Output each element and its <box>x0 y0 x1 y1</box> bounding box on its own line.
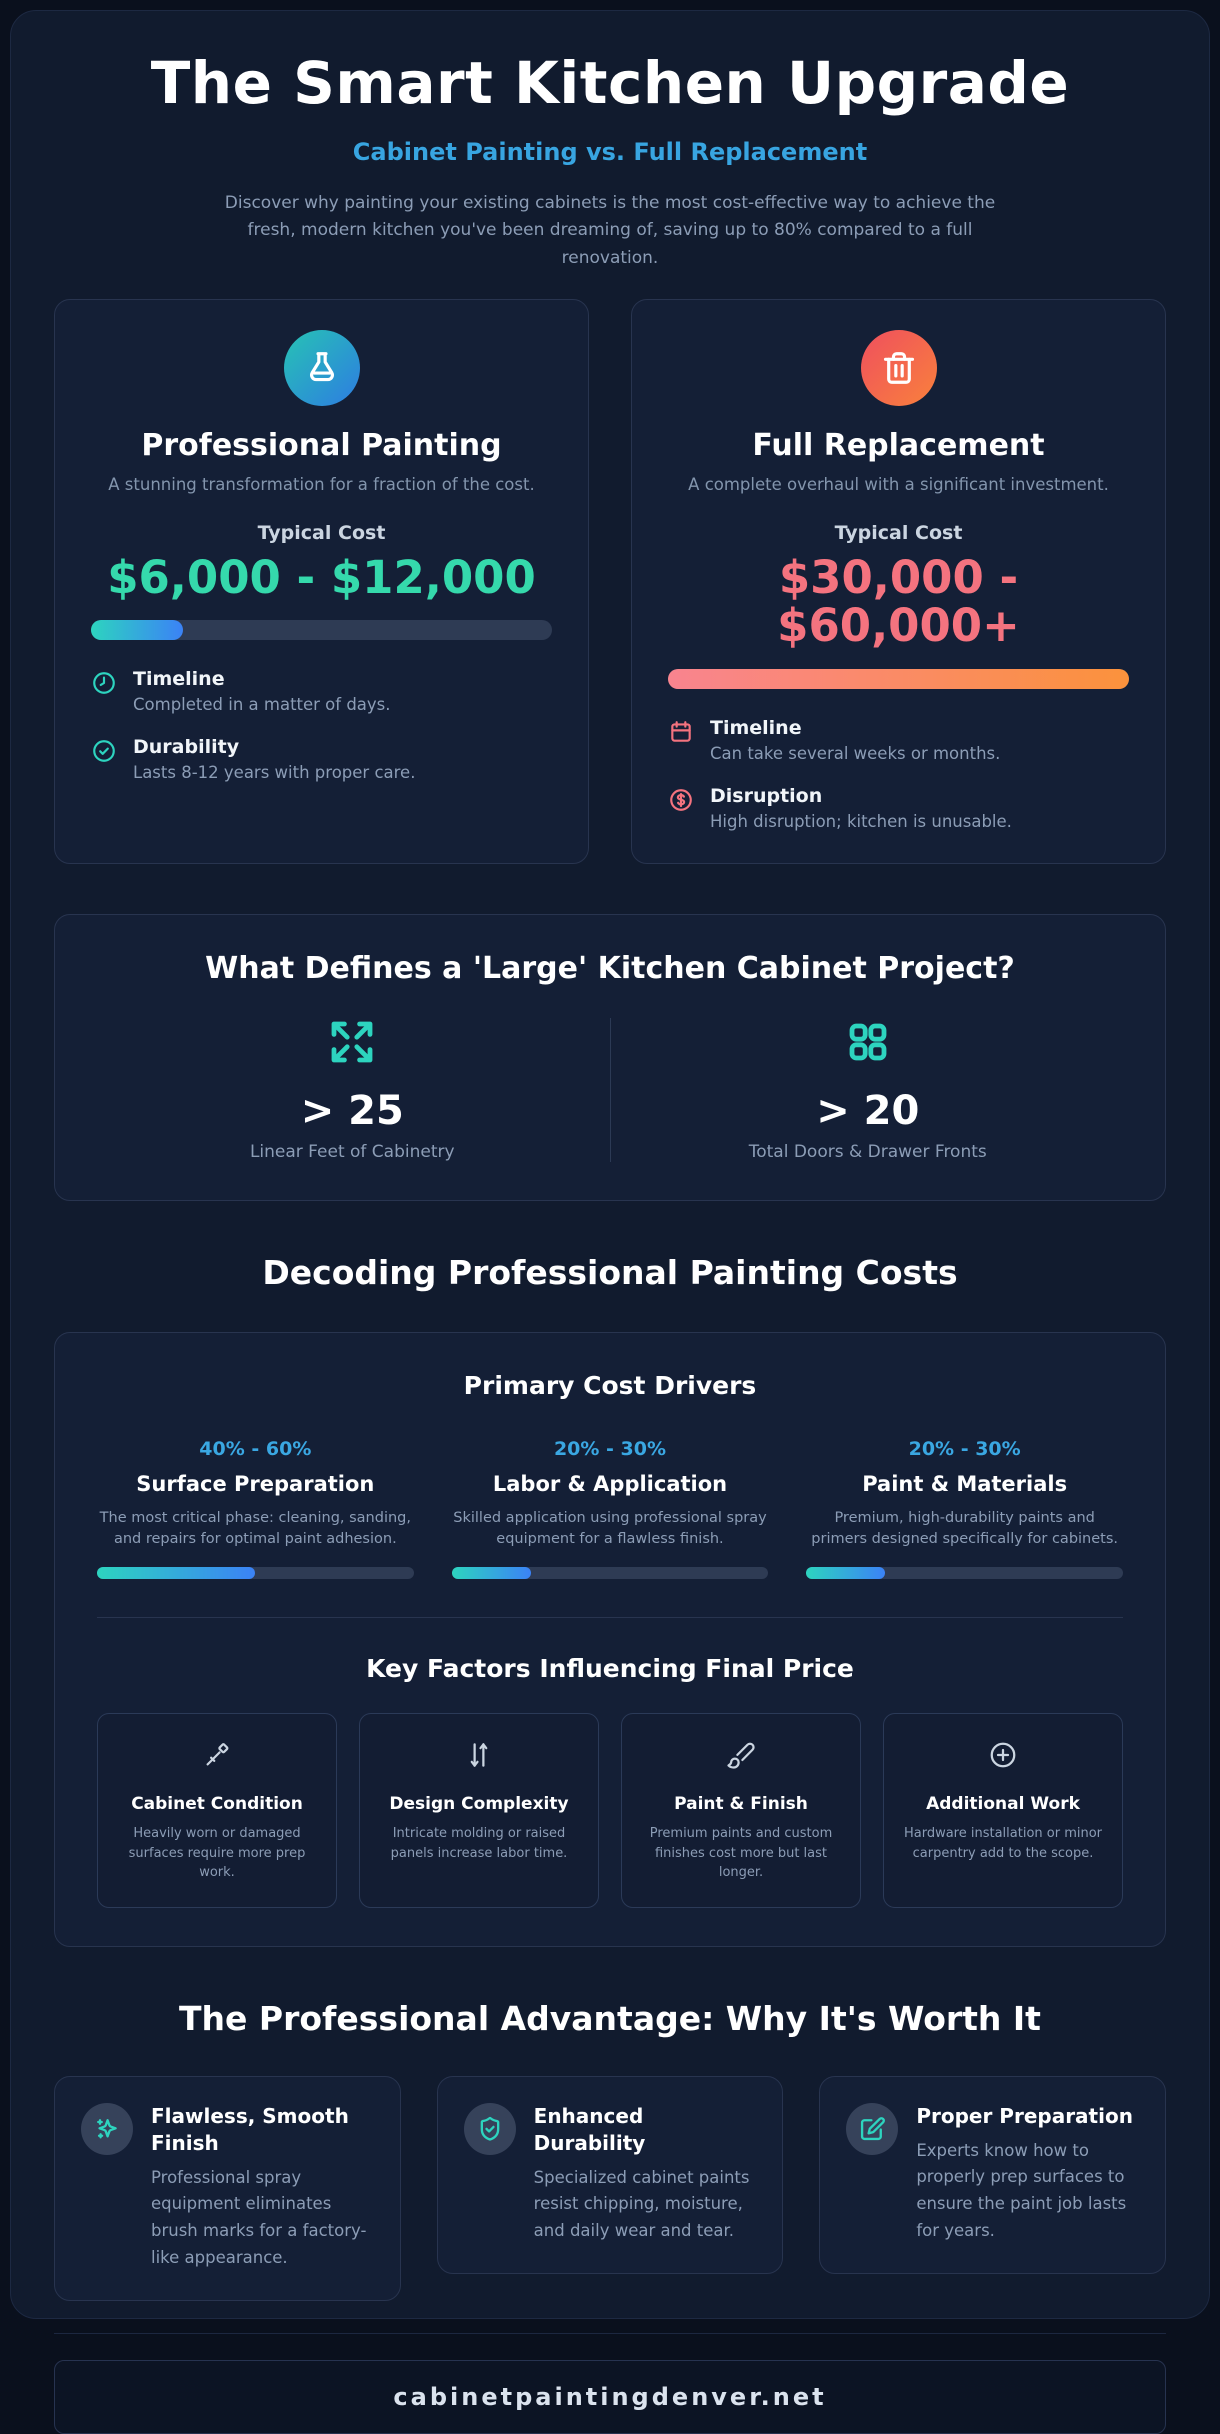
advantage-card-flawless-finish <box>54 2076 401 2301</box>
factor-cabinet-condition <box>97 1713 337 1908</box>
large-project-card <box>54 914 1166 1201</box>
advantage-title: Enhanced Durability <box>533 2103 646 2155</box>
driver-title: Surface Preparation <box>136 1471 375 1496</box>
painting-card-tagline: A stunning transformation for a fraction of the cost. <box>108 474 535 494</box>
feature-title: Disruption <box>710 784 823 807</box>
infographic-container <box>10 10 1210 2411</box>
edit-icon <box>846 2103 898 2155</box>
driver-title: Labor & Application <box>492 1471 728 1496</box>
stat-label: Linear Feet of Cabinetry <box>249 1141 455 1162</box>
replacement-cost-bar-fill <box>668 669 1129 689</box>
feature-timeline <box>91 668 552 714</box>
driver-paint-materials <box>806 1438 1123 1580</box>
page-description: Discover why painting your existing cabinets is the most cost-effective way to achieve the fresh, modern kitchen you've been dreaming of, saving up to 80% compared to a full renovation. <box>224 192 996 269</box>
stat-label: Total Doors & Drawer Fronts <box>748 1141 987 1162</box>
advantage-title: Flawless, Smooth Finish <box>151 2103 349 2155</box>
driver-bar-fill <box>97 1567 255 1579</box>
factor-title: Cabinet Condition <box>131 1794 303 1815</box>
factor-title: Additional Work <box>926 1794 1080 1815</box>
flask-icon <box>284 330 360 406</box>
replacement-cost-label: Typical Cost <box>834 521 963 544</box>
sparkles-icon <box>81 2103 133 2155</box>
feature-title: Timeline <box>710 716 802 739</box>
costs-card <box>54 1332 1166 1947</box>
shield-check-icon <box>464 2103 516 2155</box>
driver-description: Skilled application using professional spray equipment for a flawless finish. <box>453 1509 767 1548</box>
replacement-cost-bar <box>668 669 1129 689</box>
painting-card <box>54 299 589 864</box>
costs-heading: Decoding Professional Painting Costs <box>262 1252 958 1292</box>
plus-circle-icon <box>988 1755 1018 1774</box>
factor-title: Design Complexity <box>389 1794 569 1815</box>
painting-features <box>91 668 552 782</box>
feature-title: Timeline <box>133 668 225 691</box>
factor-description: Intricate molding or raised panels increase labor time. <box>390 1826 568 1861</box>
advantage-section <box>54 2076 1166 2301</box>
advantage-card-preparation <box>819 2076 1166 2274</box>
feature-title: Durability <box>133 736 240 759</box>
grid-icon <box>844 1018 892 1070</box>
driver-percent: 20% - 30% <box>553 1437 667 1460</box>
driver-percent: 20% - 30% <box>908 1437 1021 1460</box>
factor-description: Heavily worn or damaged surfaces require more prep work. <box>128 1826 306 1881</box>
check-circle-icon <box>91 736 117 768</box>
replacement-card <box>631 299 1166 864</box>
driver-percent: 40% - 60% <box>199 1437 312 1460</box>
stat-linear-feet <box>95 1018 610 1162</box>
factor-description: Hardware installation or minor carpentry add to the scope. <box>903 1826 1103 1861</box>
painting-cost-label: Typical Cost <box>257 521 386 544</box>
brush-icon <box>726 1755 756 1774</box>
replacement-card-title: Full Replacement <box>752 427 1045 463</box>
page-subtitle: Cabinet Painting vs. Full Replacement <box>352 137 868 166</box>
driver-description: Premium, high-durability paints and primers designed specifically for cabinets. <box>811 1509 1119 1548</box>
stat-value: > 20 <box>816 1087 920 1134</box>
advantage-card-durability <box>437 2076 784 2274</box>
driver-bar <box>452 1567 769 1579</box>
key-factors <box>97 1713 1123 1908</box>
factors-title: Key Factors Influencing Final Price <box>366 1654 854 1684</box>
feature-description: Completed in a matter of days. <box>133 695 391 715</box>
calendar-icon <box>668 717 694 749</box>
footer-box <box>54 2360 1166 2434</box>
painting-card-title: Professional Painting <box>141 427 502 463</box>
factor-additional-work <box>883 1713 1123 1908</box>
large-project-stats <box>95 1018 1125 1162</box>
dollar-circle-icon <box>668 785 694 817</box>
feature-description: High disruption; kitchen is unusable. <box>710 811 1012 831</box>
feature-disruption <box>668 785 1129 831</box>
advantage-description: Professional spray equipment eliminates brush marks for a factory-like appearance. <box>151 2167 367 2267</box>
feature-description: Lasts 8-12 years with proper care. <box>133 763 416 783</box>
stat-doors-drawers <box>611 1018 1126 1162</box>
replacement-cost-value: $30,000 - $60,000+ <box>777 550 1020 653</box>
footer-website: cabinetpaintingdenver.net <box>393 2382 827 2411</box>
driver-labor-application <box>452 1438 769 1580</box>
large-project-title: What Defines a 'Large' Kitchen Cabinet Project? <box>205 950 1015 986</box>
replacement-features <box>668 717 1129 831</box>
drivers-title: Primary Cost Drivers <box>463 1370 757 1400</box>
wand-icon <box>202 1755 232 1774</box>
horizontal-divider <box>97 1617 1123 1618</box>
advantage-description: Experts know how to properly prep surfaces to ensure the paint job lasts for years. <box>916 2140 1127 2240</box>
comparison-section <box>54 299 1166 864</box>
feature-durability <box>91 736 552 782</box>
expand-icon <box>328 1018 376 1070</box>
driver-bar-fill <box>806 1567 885 1579</box>
advantage-heading: The Professional Advantage: Why It's Worth It <box>179 1998 1041 2038</box>
driver-surface-preparation <box>97 1438 414 1580</box>
advantage-description: Specialized cabinet paints resist chipping, moisture, and daily wear and tear. <box>533 2167 750 2241</box>
feature-description: Can take several weeks or months. <box>710 743 1001 763</box>
cost-drivers <box>97 1438 1123 1580</box>
driver-title: Paint & Materials <box>862 1471 1068 1496</box>
feature-timeline <box>668 717 1129 763</box>
painting-cost-bar <box>91 620 552 640</box>
painting-cost-value: $6,000 - $12,000 <box>107 550 536 604</box>
factor-paint-finish <box>621 1713 861 1908</box>
page-title: The Smart Kitchen Upgrade <box>150 49 1070 117</box>
factor-design-complexity <box>359 1713 599 1908</box>
footer-section <box>54 2333 1166 2434</box>
driver-bar-fill <box>452 1567 531 1579</box>
panels-icon <box>464 1755 494 1774</box>
driver-description: The most critical phase: cleaning, sanding, and repairs for optimal paint adhesion. <box>99 1509 411 1548</box>
advantage-title: Proper Preparation <box>916 2103 1133 2128</box>
replacement-card-tagline: A complete overhaul with a significant investment. <box>688 474 1109 494</box>
driver-bar <box>97 1567 414 1579</box>
stat-value: > 25 <box>300 1087 404 1134</box>
factor-description: Premium paints and custom finishes cost more but last longer. <box>649 1826 833 1881</box>
clock-icon <box>91 668 117 700</box>
trash-icon <box>861 330 937 406</box>
painting-cost-bar-fill <box>91 620 183 640</box>
hero-header <box>54 51 1166 273</box>
driver-bar <box>806 1567 1123 1579</box>
factor-title: Paint & Finish <box>674 1794 808 1815</box>
